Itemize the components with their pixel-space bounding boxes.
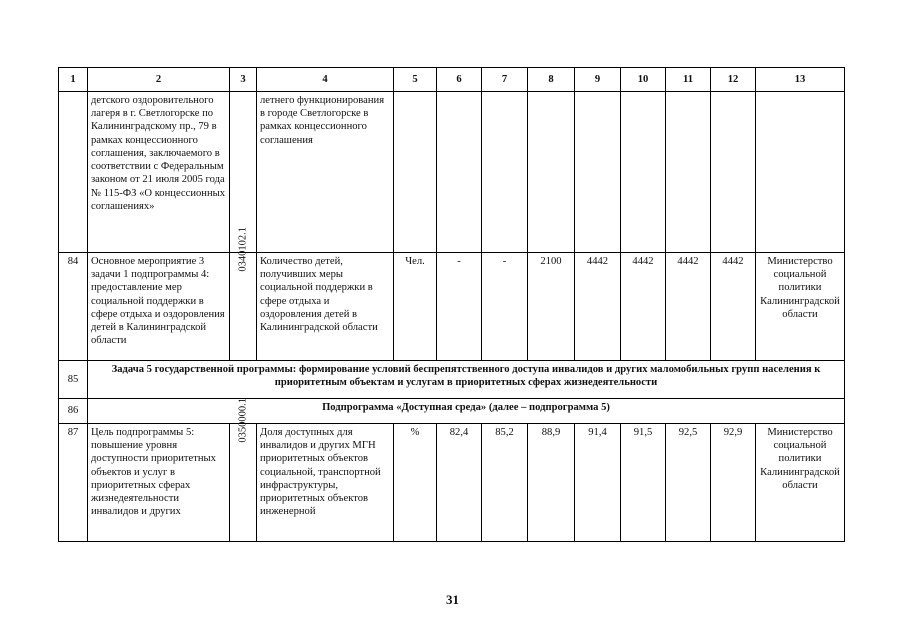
value-col-9: 91,4 [575,424,621,542]
row-number [59,92,88,253]
indicator-cell: Доля доступных для инвалидов и других МГН приоритетных объектов социальной, транспортной инфраструктуры, приоритетных объектов инженерной [257,424,394,542]
subprogram-heading-row [59,399,845,424]
value-col-7 [482,92,528,253]
code-cell: 0350000.1 [230,424,257,542]
value-col-6 [437,92,482,253]
value-col-7: 85,2 [482,424,528,542]
unit-cell: Чел. [394,253,437,361]
header-col-3: 3 [230,68,257,92]
value-col-6: 82,4 [437,424,482,542]
value-col-8: 88,9 [528,424,575,542]
task-heading: Задача 5 государственной программы: формирование условий беспрепятственного доступа инвалидов и других маломобильных групп населения к приоритетным объектам и услугам в приоритетных сферах жизнедеятельности [88,361,845,399]
unit-cell: % [394,424,437,542]
value-col-8 [528,92,575,253]
header-col-13: 13 [756,68,845,92]
indicator-cell: Количество детей, получивших меры социальной поддержки в сфере отдыха и оздоровления детей в Калининградской области [257,253,394,361]
page-number: 31 [446,592,459,607]
column-number-header-row [59,68,845,92]
header-col-12: 12 [711,68,756,92]
header-col-6: 6 [437,68,482,92]
table-row [59,92,845,253]
header-col-4: 4 [257,68,394,92]
header-col-8: 8 [528,68,575,92]
value-col-10: 4442 [621,253,666,361]
value-col-9: 4442 [575,253,621,361]
measure-name-cell: Цель подпрограммы 5: повышение уровня доступности приоритетных объектов и услуг в приоритетных сферах жизнедеятельности инвалидов и других [88,424,230,542]
value-col-10: 91,5 [621,424,666,542]
value-col-11: 4442 [666,253,711,361]
measure-name-cell: детского оздоровительного лагеря в г. Светлогорске по Калининградскому пр., 79 в рамках концессионного соглашения, заключаемого в соответствии с Федеральным законом от 21 июля 2005 года № 115-ФЗ «О концессионных соглашениях» [88,92,230,253]
responsible-cell: Министерство социальной политики Калининградской области [756,424,845,542]
indicator-cell: летнего функционирования в городе Светлогорске в рамках концессионного соглашения [257,92,394,253]
measure-name-cell: Основное мероприятие 3 задачи 1 подпрограммы 4: предоставление мер социальной поддержки в сфере отдыха и оздоровления детей в Калининградской области [88,253,230,361]
code-cell: 0340102.1 [230,253,257,361]
unit-cell [394,92,437,253]
table-row [59,253,845,361]
row-number: 87 [59,424,88,542]
responsible-cell [756,92,845,253]
header-col-1: 1 [59,68,88,92]
value-col-6: - [437,253,482,361]
value-col-8: 2100 [528,253,575,361]
value-col-10 [621,92,666,253]
value-col-7: - [482,253,528,361]
value-col-12 [711,92,756,253]
subprogram-heading: Подпрограмма «Доступная среда» (далее – подпрограмма 5) [88,399,845,424]
responsible-cell: Министерство социальной политики Калининградской области [756,253,845,361]
row-number: 84 [59,253,88,361]
value-col-11: 92,5 [666,424,711,542]
value-col-11 [666,92,711,253]
value-col-12: 4442 [711,253,756,361]
header-col-10: 10 [621,68,666,92]
row-number: 86 [59,399,88,424]
header-col-7: 7 [482,68,528,92]
value-col-12: 92,9 [711,424,756,542]
header-col-5: 5 [394,68,437,92]
header-col-9: 9 [575,68,621,92]
header-col-11: 11 [666,68,711,92]
row-number: 85 [59,361,88,399]
header-col-2: 2 [88,68,230,92]
task-heading-row [59,361,845,399]
value-col-9 [575,92,621,253]
program-indicators-table [58,67,845,542]
table-row [59,424,845,542]
